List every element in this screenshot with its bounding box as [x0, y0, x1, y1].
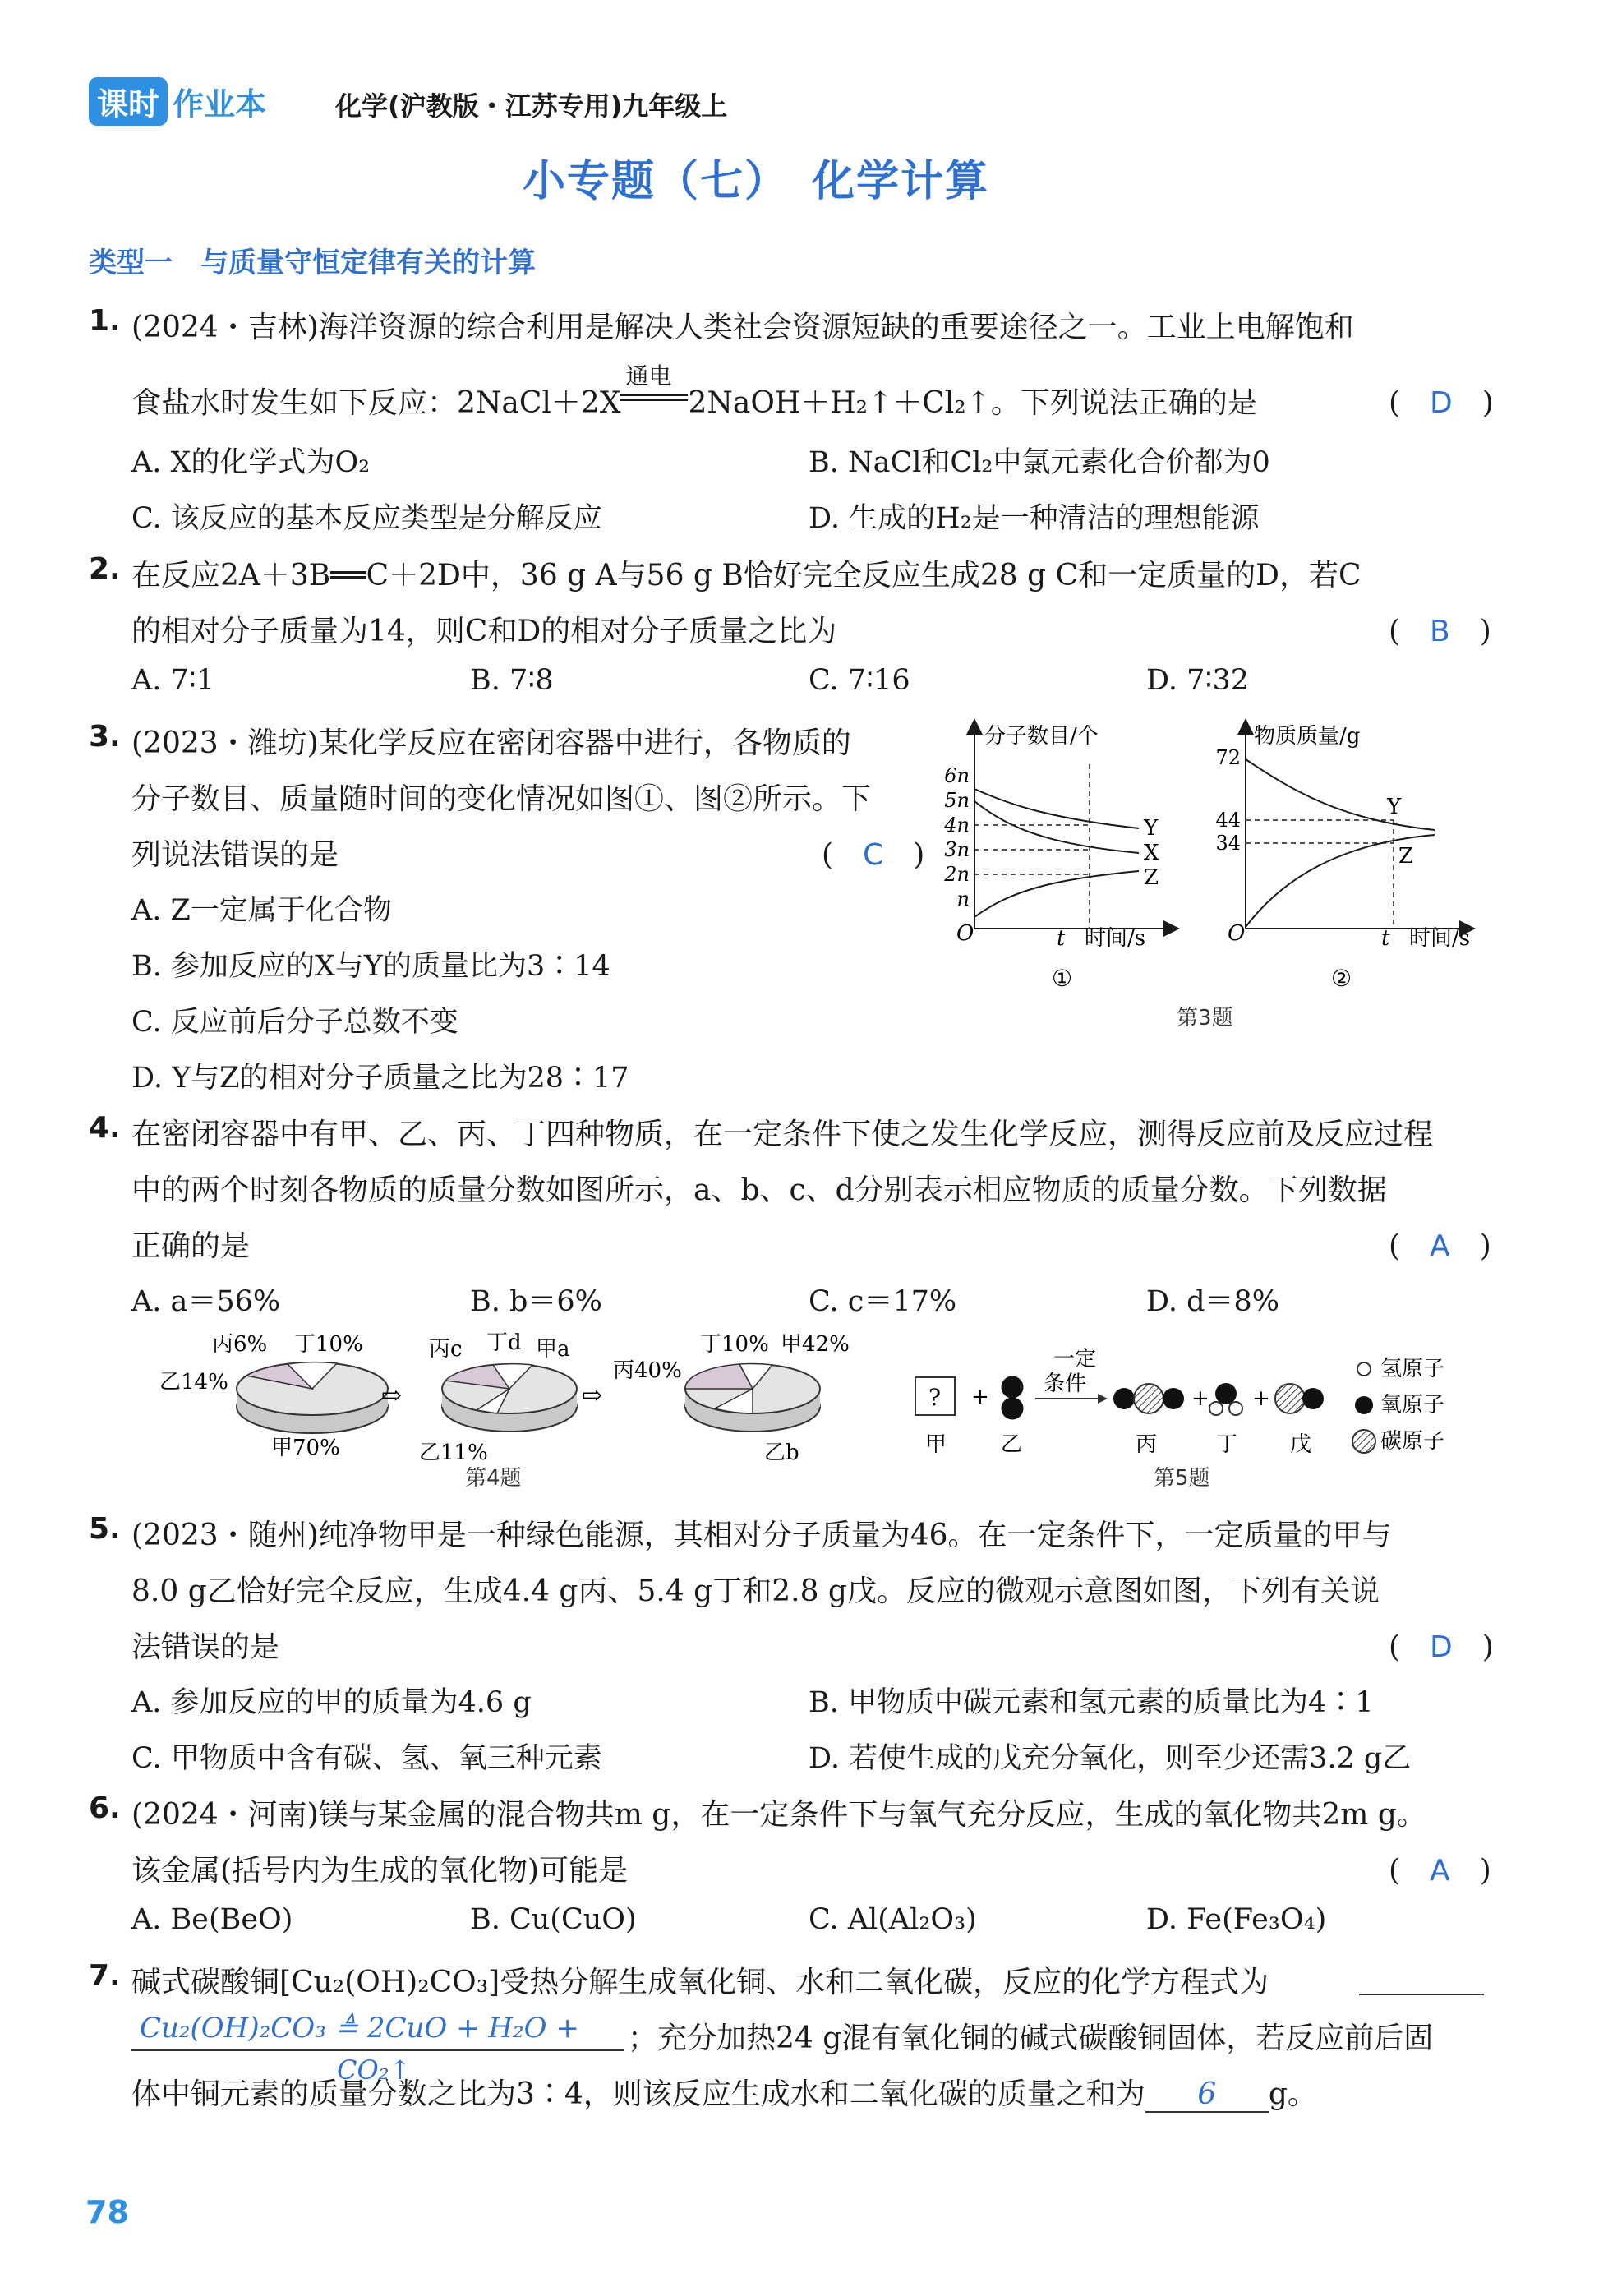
q3-fig2-label-y: Y: [1387, 795, 1402, 819]
q4-line2: 中的两个时刻各物质的质量分数如图所示，a、b、c、d分别表示相应物质的质量分数。下列数据: [131, 1173, 1387, 1207]
q4-pie1-yi: 乙14%: [159, 1370, 228, 1395]
q4-line3: 正确的是: [131, 1229, 251, 1263]
q5-option-d: D. 若使生成的戊充分氧化，则至少还需3.2 g乙: [809, 1742, 1412, 1775]
q5-answer: D: [1430, 1630, 1453, 1664]
q3-fig2-tick: 44: [1215, 809, 1241, 832]
q4-pie1: [159, 1332, 388, 1460]
q4-pie2-bing: 丙c: [429, 1337, 463, 1362]
q5-caption: 第5题: [1154, 1466, 1210, 1491]
q7-blank1b-underline: [131, 2049, 624, 2051]
q4-pie2-ding: 丁d: [486, 1330, 522, 1355]
q6-option-d: D. Fe(Fe₃O₄): [1146, 1903, 1327, 1936]
q3-fig1-tick: 5n: [944, 789, 970, 812]
q3-option-d: D. Y与Z的相对分子质量之比为28∶17: [131, 1062, 629, 1095]
q5-line1: (2023・随州)纯净物甲是一种绿色能源，其相对分子质量为46。在一定条件下，一定质量的甲与: [131, 1519, 1392, 1552]
q3-caption: 第3题: [1177, 1006, 1233, 1030]
q3-fig2-xlabel: 时间/s: [1409, 926, 1471, 951]
q1-option-c: C. 该反应的基本反应类型是分解反应: [131, 502, 602, 535]
q3-fig1-label-z: Z: [1144, 865, 1159, 890]
q4-option-a: A. a＝56%: [131, 1285, 281, 1318]
svg-text:+: +: [1191, 1386, 1209, 1411]
q3-fig1-t: t: [1057, 926, 1066, 951]
page-title: 小专题（七） 化学计算: [523, 157, 990, 206]
q2-line2: 的相对分子质量为14，则C和D的相对分子质量之比为: [131, 615, 837, 648]
q3-option-a: A. Z一定属于化合物: [131, 894, 392, 927]
q4-pie3: [613, 1332, 850, 1465]
q3-figure-mass: [1208, 715, 1487, 994]
q1-answer: D: [1430, 386, 1453, 420]
q3-number: 3.: [89, 720, 121, 754]
q7-line3-post: g。: [1268, 2077, 1317, 2111]
q7-answer: 6: [1197, 2077, 1217, 2111]
q4-option-c: C. c＝17%: [809, 1285, 957, 1318]
q5-answer-box: ( D ): [1389, 1630, 1494, 1664]
q3-fig1-tick: 3n: [944, 838, 970, 861]
brand-logo-part2: 作业本: [173, 86, 267, 122]
q1-option-a: A. X的化学式为O₂: [131, 446, 371, 479]
q3-line3: 列说法错误的是: [131, 838, 339, 872]
q4-pie1-bing: 丙6%: [212, 1332, 268, 1357]
q4-pie2-jia: 甲a: [536, 1337, 570, 1362]
q1-option-d: D. 生成的H₂是一种清洁的理想能源: [809, 502, 1260, 535]
q4-pie3-bing: 丙40%: [613, 1358, 682, 1383]
brand-logo: [89, 77, 266, 126]
q4-pie2: [419, 1330, 577, 1465]
q5-line2: 8.0 g乙恰好完全反应，生成4.4 g丙、5.4 g丁和2.8 g戊。反应的微观示意图如图，下列有关说: [131, 1574, 1380, 1608]
q2-answer-box: ( B ): [1389, 615, 1491, 648]
q3-fig1-curve-z: [974, 871, 1139, 917]
q4-pie1-ding: 丁10%: [294, 1332, 363, 1357]
q4-number: 4.: [89, 1111, 121, 1145]
q5-name-ding: 丁: [1216, 1432, 1238, 1457]
arrow-icon: ⇨: [582, 1381, 603, 1410]
q5-option-a: A. 参加反应的甲的质量为4.6 g: [131, 1686, 532, 1719]
q3-line2: 分子数目、质量随时间的变化情况如图①、图②所示。下: [131, 782, 872, 816]
q1-equal-sign: [620, 394, 688, 401]
q5-option-c: C. 甲物质中含有碳、氢、氧三种元素: [131, 1742, 602, 1775]
q3-fig2-curve-y: [1246, 759, 1435, 830]
q3-fig1-label-y: Y: [1144, 816, 1159, 841]
q3-answer: C: [863, 838, 884, 872]
q1-condition: 通电: [625, 362, 672, 390]
q7-handwritten-co2: CO₂↑: [337, 2054, 412, 2086]
q3-answer-box: ( C ): [822, 838, 925, 872]
q4-pie2-yi: 乙11%: [419, 1441, 488, 1465]
q3-option-c: C. 反应前后分子总数不变: [131, 1006, 458, 1039]
q3-fig2-tick: 72: [1215, 746, 1241, 769]
q3-fig2-origin: O: [1228, 921, 1246, 946]
q5-line3: 法错误的是: [131, 1630, 280, 1664]
legend-hydrogen-icon: [1357, 1362, 1371, 1376]
q4-answer: A: [1430, 1229, 1450, 1263]
q3-fig2-t: t: [1381, 926, 1390, 951]
q5-name-yi: 乙: [1001, 1432, 1023, 1457]
q3-fig2-tick: 34: [1215, 832, 1241, 855]
q7-line1: 碱式碳酸铜[Cu₂(OH)₂CO₃]受热分解生成氧化铜、水和二氧化碳，反应的化学方程式为: [131, 1966, 1269, 1999]
brand-logo-part1: 课时: [89, 77, 168, 126]
q6-line1: (2024・河南)镁与某金属的混合物共m g，在一定条件下与氧气充分反应，生成的氧化物共2m g。: [131, 1798, 1426, 1832]
q3-fig1-ylabel: 分子数目/个: [984, 724, 1099, 749]
q4-pie3-ding: 丁10%: [700, 1332, 769, 1357]
q5-option-b: B. 甲物质中碳元素和氢元素的质量比为4∶1: [809, 1686, 1374, 1719]
q1-number: 1.: [89, 304, 121, 338]
q5-name-bing: 丙: [1136, 1432, 1158, 1457]
q4-pie3-yi: 乙b: [764, 1441, 799, 1465]
q2-option-c: C. 7∶16: [809, 664, 910, 697]
q2-option-d: D. 7∶32: [1146, 664, 1249, 697]
q3-fig1-curve-x: [974, 801, 1139, 853]
arrow-icon: ⇨: [381, 1381, 403, 1410]
q4-line1: 在密闭容器中有甲、乙、丙、丁四种物质，在一定条件下使之发生化学反应，测得反应前及反应过程: [131, 1118, 1434, 1151]
q7-line2: ；充分加热24 g混有氧化铜的碱式碳酸铜固体，若反应前后固: [628, 2022, 1434, 2055]
q7-line3-pre: 体中铜元素的质量分数之比为3∶4，则该反应生成水和二氧化碳的质量之和为: [131, 2077, 1145, 2111]
q2-line1: 在反应2A＋3B══C＋2D中，36 g A与56 g B恰好完全反应生成28 g C和一定质量的D，若C: [131, 559, 1362, 592]
q6-answer: A: [1430, 1854, 1450, 1888]
q3-fig1-tick: 2n: [944, 863, 970, 886]
q5-unknown-mark: ?: [928, 1384, 942, 1411]
q4-pie-charts: [148, 1323, 879, 1479]
q4-option-d: D. d＝8%: [1146, 1285, 1279, 1318]
q7-handwritten-equation: Cu₂(OH)₂CO₃ ≜ 2CuO + H₂O +: [140, 2012, 579, 2045]
q7-blank1-underline: [1359, 1994, 1484, 1995]
page-number: 78: [85, 2194, 129, 2230]
q6-option-c: C. Al(Al₂O₃): [809, 1903, 977, 1936]
q4-pie3-jia: 甲42%: [781, 1332, 850, 1357]
q3-fig1-label-x: X: [1144, 841, 1159, 865]
q1-line2-pre: 食盐水时发生如下反应：2NaCl＋2X: [131, 386, 621, 420]
q5-name-wu: 戊: [1290, 1432, 1312, 1457]
q1-line1: (2024・吉林)海洋资源的综合利用是解决人类社会资源短缺的重要途径之一。工业上电解饱和: [131, 311, 1354, 344]
q3-option-b: B. 参加反应的X与Y的质量比为3∶14: [131, 950, 610, 983]
q5-legend-hydrogen: 氢原子: [1380, 1357, 1445, 1381]
q5-legend-oxygen: 氧原子: [1380, 1393, 1445, 1418]
q3-figure-molecule-count: [912, 715, 1191, 994]
q2-answer: B: [1430, 615, 1450, 648]
q3-line1: (2023・潍坊)某化学反应在密闭容器中进行，各物质的: [131, 726, 851, 760]
legend-oxygen-icon: [1355, 1396, 1373, 1414]
q1-answer-box: ( D ): [1389, 386, 1494, 420]
q6-line2: 该金属(括号内为生成的氧化物)可能是: [131, 1854, 629, 1888]
q4-pie1-jia: 甲70%: [271, 1436, 340, 1460]
q3-fig1-tick: 4n: [944, 814, 970, 837]
q4-caption: 第4题: [465, 1466, 522, 1491]
legend-carbon-icon: [1352, 1430, 1375, 1453]
q2-option-a: A. 7∶1: [131, 664, 215, 697]
q4-answer-box: ( A ): [1389, 1229, 1491, 1263]
q2-number: 2.: [89, 552, 121, 586]
header-subject: 化学(沪教版・江苏专用)九年级上: [335, 90, 728, 122]
q6-answer-box: ( A ): [1389, 1854, 1491, 1888]
q6-number: 6.: [89, 1791, 121, 1825]
q5-condition-1: 一定: [1053, 1347, 1097, 1372]
q5-name-jia: 甲: [925, 1432, 947, 1457]
q5-reaction-diagram: [904, 1328, 1479, 1468]
q1-line2-post: 2NaOH＋H₂↑＋Cl₂↑。下列说法正确的是: [688, 386, 1257, 420]
q7-number: 7.: [89, 1959, 121, 1993]
svg-text:+: +: [971, 1385, 989, 1409]
q2-option-b: B. 7∶8: [470, 664, 554, 697]
q3-fig2-label-z: Z: [1398, 844, 1414, 869]
q7-line3: [131, 2071, 1317, 2113]
svg-text:+: +: [1252, 1386, 1270, 1411]
q3-fig1-xlabel: 时间/s: [1085, 926, 1146, 951]
q5-number: 5.: [89, 1512, 121, 1546]
q1-line2: [131, 362, 1257, 422]
q1-option-b: B. NaCl和Cl₂中氯元素化合价都为0: [809, 446, 1270, 479]
q3-fig1-mark: ①: [1052, 965, 1073, 992]
q3-fig1-tick: n: [956, 888, 970, 911]
q6-option-b: B. Cu(CuO): [470, 1903, 637, 1936]
q3-fig1-origin: O: [956, 921, 974, 946]
q5-legend-carbon: 碳原子: [1380, 1429, 1445, 1454]
q3-fig2-ylabel: 物质质量/g: [1254, 724, 1361, 749]
q5-condition-2: 条件: [1044, 1372, 1087, 1396]
q3-fig2-mark: ②: [1331, 965, 1352, 992]
q6-option-a: A. Be(BeO): [131, 1903, 293, 1936]
q3-fig1-curve-y: [974, 789, 1139, 828]
q4-option-b: B. b＝6%: [470, 1285, 602, 1318]
section-heading: 类型一 与质量守恒定律有关的计算: [89, 247, 536, 279]
q3-fig1-tick: 6n: [944, 764, 970, 787]
